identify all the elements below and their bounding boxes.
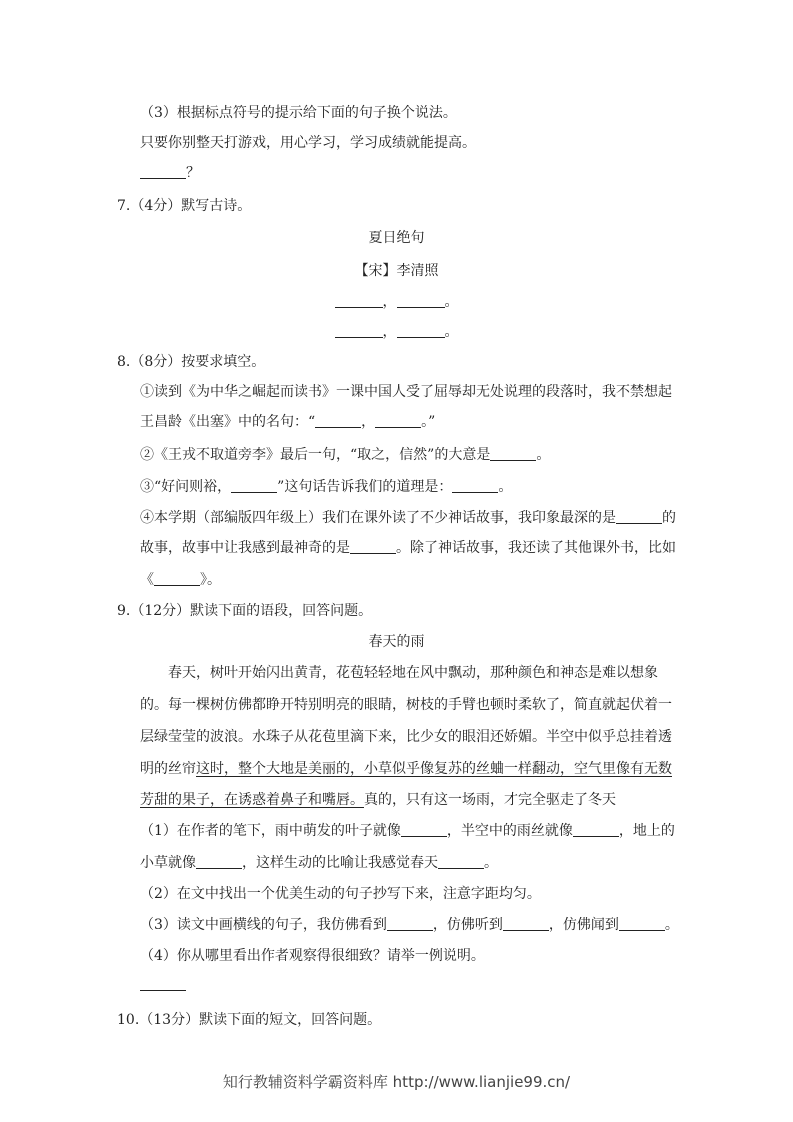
answer-blank[interactable] [140,164,186,179]
poem-blank[interactable] [335,293,383,308]
passage-line-3: 层绿莹莹的波浪。水珠子从花苞里滴下来，比少女的眼泪还娇媚。半空中似乎总挂着透 [140,729,672,745]
text: 。除了神话故事，我还读了其他课外书，比如 [396,540,676,556]
poem-blank[interactable] [335,323,383,338]
text: 小草就像 [140,855,196,871]
text: 》。 [200,572,221,588]
footer-watermark: 知行教辅资料学霸资料库 http://www.lianjie99.cn/ [222,1073,571,1091]
q8-item3 [140,477,512,497]
text: 明的丝帘 [140,761,196,777]
text: ， [361,414,376,430]
answer-blank[interactable] [375,413,421,428]
answer-blank[interactable] [503,916,549,931]
q8-item2 [140,445,550,465]
poem-comma: ， [382,294,397,310]
q6-3-prompt: （3）根据标点符号的提示给下面的句子换个说法。 [140,105,457,121]
text: ，仿佛听到 [432,917,503,933]
q9-sub3 [140,915,679,935]
poem-title: 夏日绝句 [368,230,425,246]
answer-blank[interactable] [154,571,200,586]
q9-sub1-line2 [140,853,498,873]
text: 真的，只有这一场雨，才完全驱走了冬天 [364,792,616,808]
passage-line-5 [140,790,616,810]
answer-blank[interactable] [573,822,619,837]
question-8-title: 8.（8分）按要求填空。 [117,354,266,370]
poem-blank[interactable] [397,323,445,338]
answer-blank[interactable] [196,854,242,869]
q9-sub4: （4）你从哪里看出作者观察得很细致？请举一例说明。 [140,948,485,964]
text: 。” [421,414,436,430]
text: ，地上的 [618,823,675,839]
text: 的 [662,510,676,526]
q8-item1-line2 [140,412,435,432]
q9-sub1-line1 [140,821,675,841]
text: 《 [140,572,154,588]
question-9-title: 9.（12分）默读下面的语段，回答问题。 [117,603,373,619]
passage-line-2: 的。每一棵树仿佛都睁开特别明亮的眼睛，树枝的手臂也顿时柔软了，简直就起伏着一 [140,697,672,713]
text: ②《王戎不取道旁李》最后一句，“取之，信然”的大意是 [140,447,491,463]
text: 王昌龄《出塞》中的名句：“ [140,414,316,430]
answer-suffix: ？ [186,165,200,181]
text: ，仿佛闻到 [548,917,619,933]
text: （3）读文中画横线的句子，我仿佛看到 [140,917,387,933]
answer-blank[interactable] [490,446,536,461]
answer-blank[interactable] [231,478,277,493]
answer-blank[interactable] [140,976,186,991]
poem-comma: ， [382,324,397,340]
underlined-sentence: 这时，整个大地是美丽的，小草似乎像复苏的丝蛐一样翻动，空气里像有无数 [196,761,672,777]
text: ，半空中的雨丝就像 [446,823,573,839]
text: 。 [536,447,551,463]
q9-sub4-answer [140,975,186,995]
poem-line-2 [0,322,793,342]
q8-item4-line2 [140,538,676,558]
q6-3-sentence: 只要你别整天打游戏，用心学习，学习成绩就能提高。 [140,135,476,151]
text: 。 [664,917,679,933]
passage-title: 春天的雨 [368,634,425,650]
answer-blank[interactable] [315,413,361,428]
answer-blank[interactable] [438,854,484,869]
answer-blank[interactable] [452,478,498,493]
q8-item4-line3 [140,570,221,590]
passage-line-4 [140,759,672,779]
answer-blank[interactable] [401,822,447,837]
underlined-sentence: 芳甜的果子，在诱惑着鼻子和嘴唇。 [140,792,364,808]
poem-period: 。 [444,294,459,310]
text: 。 [484,855,498,871]
text: 。 [498,479,513,495]
q8-item1-line1: ①读到《为中华之崛起而读书》一课中国人受了屈辱却无处说理的段落时，我不禁想起 [140,384,672,400]
text: 故事，故事中让我感到最神奇的是 [140,540,350,556]
poem-line-1 [0,292,793,312]
answer-blank[interactable] [619,916,665,931]
q6-3-answer-line [140,163,200,183]
q8-item4-line1 [140,508,676,528]
text: ”这句话告诉我们的道理是： [277,479,453,495]
text: （1）在作者的笔下，雨中萌发的叶子就像 [140,823,401,839]
text: ，这样生动的比喻让我感觉春天 [242,855,438,871]
q9-sub2: （2）在文中找出一个优美生动的句子抄写下来，注意字距均匀。 [140,886,541,902]
text: ③“好问则裕， [140,479,232,495]
poem-period: 。 [444,324,459,340]
poem-blank[interactable] [397,293,445,308]
text: ④本学期（部编版四年级上）我们在课外读了不少神话故事，我印象最深的是 [140,510,616,526]
answer-blank[interactable] [350,539,396,554]
answer-blank[interactable] [387,916,433,931]
answer-blank[interactable] [616,509,662,524]
question-10-title: 10.（13分）默读下面的短文，回答问题。 [117,1012,382,1028]
passage-line-1: 春天，树叶开始闪出黄青，花苞轻轻地在风中飘动，那种颜色和神态是难以想象 [168,665,658,681]
poem-author: 【宋】李清照 [354,263,439,279]
question-7-title: 7.（4分）默写古诗。 [117,198,252,214]
